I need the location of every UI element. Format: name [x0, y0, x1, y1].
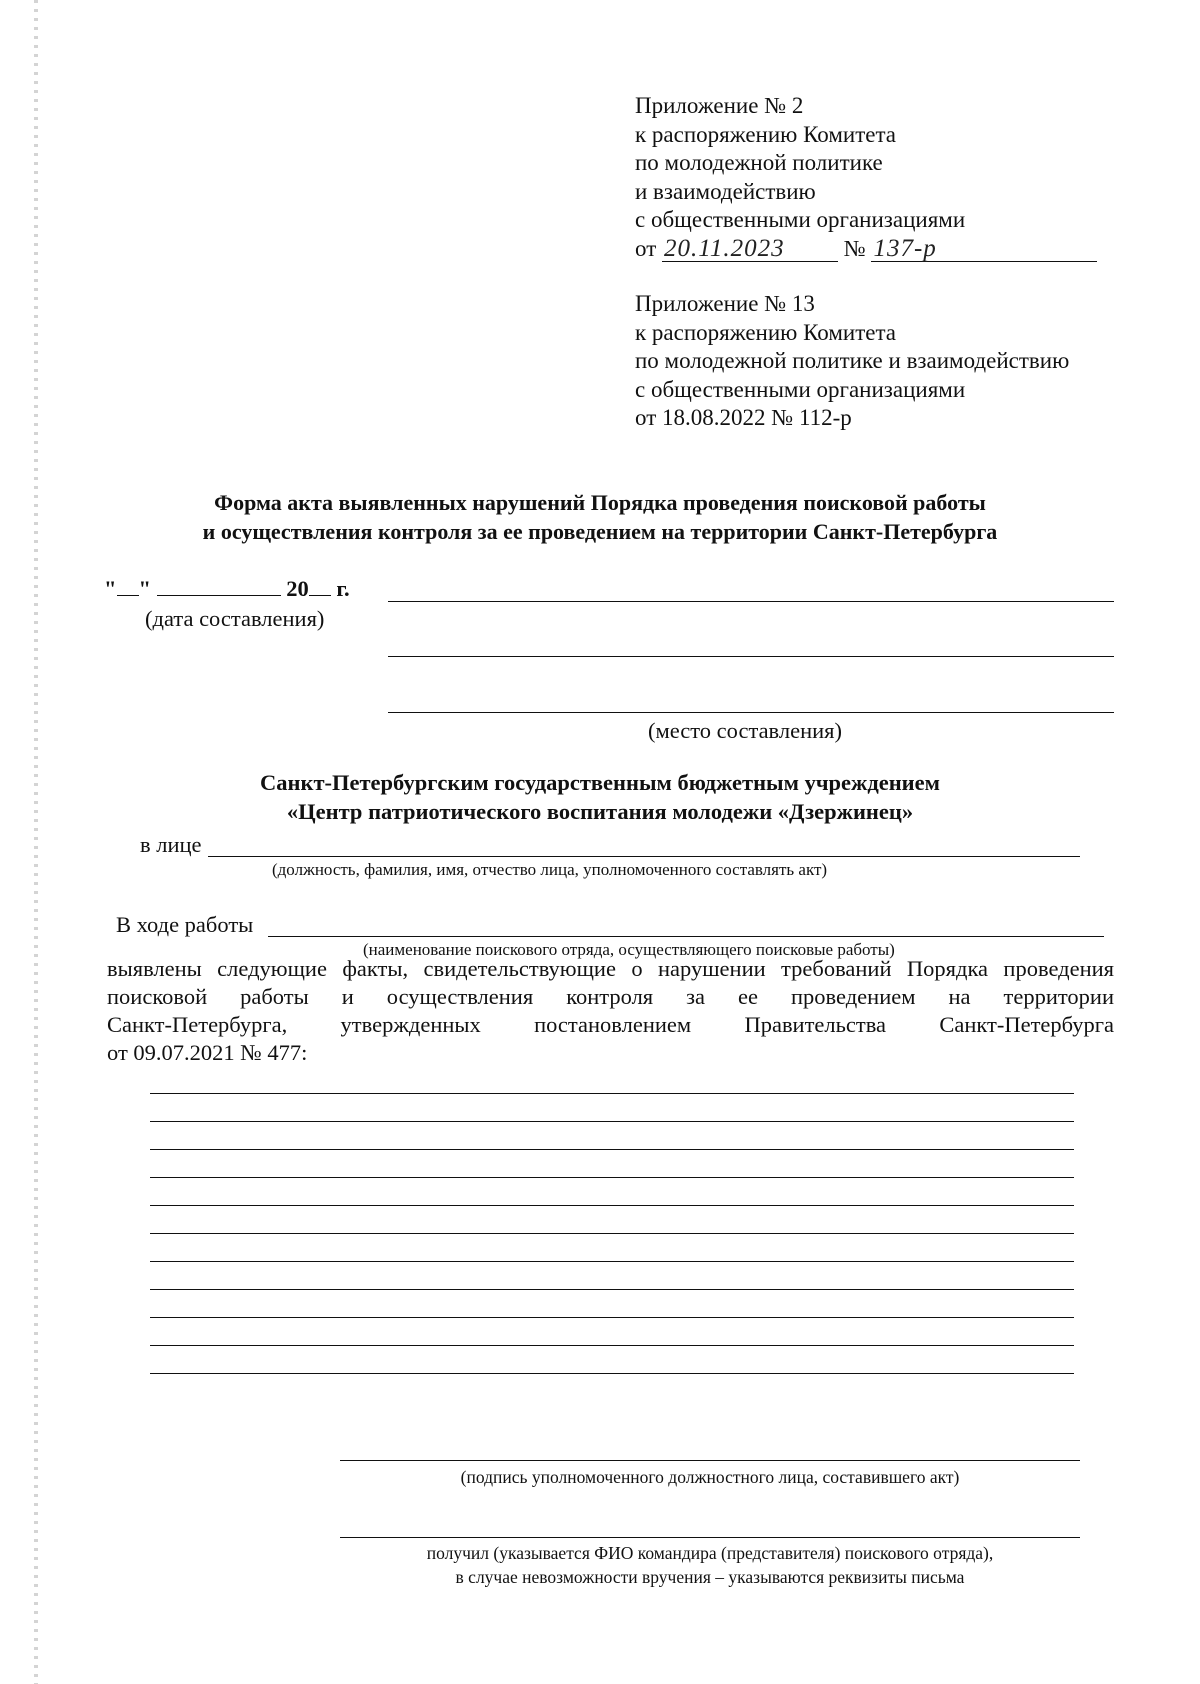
- month-blank[interactable]: [157, 595, 281, 596]
- organization-line-2: «Центр патриотического воспитания молодежи «Дзержинец»: [286, 799, 914, 824]
- day-blank[interactable]: [117, 595, 139, 596]
- work-label: В ходе работы: [116, 912, 254, 937]
- appendix-13-line: Приложение № 13: [635, 291, 815, 316]
- appendix-2-line: к распоряжению Комитета: [635, 121, 896, 147]
- word: Санкт-Петербурга,: [107, 1012, 288, 1037]
- findings-blank-line[interactable]: [150, 1317, 1074, 1318]
- appendix-13-line: с общественными организациями: [635, 376, 966, 402]
- signature-line[interactable]: [340, 1460, 1080, 1461]
- word: и: [341, 984, 354, 1009]
- findings-line-2: [107, 983, 1114, 1011]
- word: постановлением: [534, 1012, 692, 1037]
- findings-blank-line[interactable]: [150, 1373, 1074, 1374]
- word: работы: [240, 984, 309, 1009]
- appendix-2-line: по молодежной политике: [635, 150, 883, 175]
- person-label: в лице: [140, 832, 202, 857]
- appendix-2-line: и взаимодействию: [635, 178, 816, 204]
- word: на: [948, 984, 971, 1009]
- organization-line-1: Санкт-Петербургским государственным бюджетным учреждением: [260, 770, 940, 795]
- appendix-13-line: от 18.08.2022 № 112-р: [635, 405, 852, 430]
- year-suffix: г.: [336, 576, 350, 601]
- word: осуществления: [386, 984, 534, 1009]
- work-caption: (наименование поискового отряда, осуществляющего поисковые работы): [363, 940, 895, 959]
- year-prefix: 20: [286, 576, 309, 601]
- date-caption: (дата составления): [145, 606, 325, 631]
- findings-blank-line[interactable]: [150, 1093, 1074, 1094]
- place-line-3[interactable]: [388, 712, 1114, 713]
- appendix-2-line: Приложение № 2: [635, 93, 804, 118]
- appendix-2-date-line: [635, 235, 1097, 264]
- word: Санкт-Петербурга: [939, 1012, 1114, 1037]
- findings-blank-line[interactable]: [150, 1205, 1074, 1206]
- quote-close: ": [138, 576, 151, 601]
- organization-name: [100, 768, 1100, 826]
- form-title: [100, 488, 1100, 546]
- year-blank[interactable]: [309, 595, 331, 596]
- quote-open: ": [104, 576, 117, 601]
- word: Правительства: [744, 1012, 887, 1037]
- appendix-13-line: к распоряжению Комитета: [635, 319, 896, 345]
- word: проведением: [791, 984, 916, 1009]
- date-field: [104, 576, 350, 602]
- word: за: [686, 984, 706, 1009]
- date-prefix: от: [635, 235, 657, 261]
- form-title-line-2: и осуществления контроля за ее проведением на территории Санкт-Петербурга: [202, 519, 998, 544]
- appendix-2-block: [635, 92, 1097, 263]
- appendix-13-block: [635, 290, 1069, 433]
- received-line[interactable]: [340, 1537, 1080, 1538]
- findings-blank-line[interactable]: [150, 1121, 1074, 1122]
- findings-blank-line[interactable]: [150, 1177, 1074, 1178]
- findings-line-3: [107, 1011, 1114, 1039]
- findings-blank-line[interactable]: [150, 1289, 1074, 1290]
- findings-text: [107, 955, 1114, 1067]
- appendix-13-line: по молодежной политике и взаимодействию: [635, 348, 1070, 373]
- word: контроля: [566, 984, 654, 1009]
- word: ее: [738, 984, 759, 1009]
- findings-blank-line[interactable]: [150, 1149, 1074, 1150]
- appendix-2-line: с общественными организациями: [635, 207, 966, 232]
- place-caption: (место составления): [648, 718, 843, 743]
- findings-line-1: выявлены следующие факты, свидетельствующие о нарушении требований Порядка проведения: [107, 956, 1114, 981]
- handwritten-number: 137-р: [871, 237, 1097, 262]
- squad-line[interactable]: [268, 936, 1104, 937]
- handwritten-date: 20.11.2023: [662, 237, 838, 262]
- findings-blank-line[interactable]: [150, 1261, 1074, 1262]
- scan-edge-marks: [34, 0, 38, 1684]
- received-caption-line-2: в случае невозможности вручения – указываются реквизиты письма: [455, 1567, 965, 1587]
- person-caption: (должность, фамилия, имя, отчество лица, уполномоченного составлять акт): [272, 860, 828, 879]
- place-line-2[interactable]: [388, 656, 1114, 657]
- form-title-line-1: Форма акта выявленных нарушений Порядка проведения поисковой работы: [214, 490, 986, 515]
- word: поисковой: [107, 984, 208, 1009]
- findings-blank-line[interactable]: [150, 1233, 1074, 1234]
- word: утвержденных: [340, 1012, 481, 1037]
- findings-blank-line[interactable]: [150, 1345, 1074, 1346]
- word: территории: [1003, 984, 1114, 1009]
- number-sign: №: [843, 235, 866, 261]
- place-line-1[interactable]: [388, 601, 1114, 602]
- person-line[interactable]: [208, 856, 1080, 857]
- findings-line-4: от 09.07.2021 № 477:: [107, 1040, 308, 1065]
- received-caption-line-1: получил (указывается ФИО командира (представителя) поискового отряда),: [426, 1543, 994, 1563]
- signature-caption: (подпись уполномоченного должностного лица, составившего акт): [460, 1467, 960, 1487]
